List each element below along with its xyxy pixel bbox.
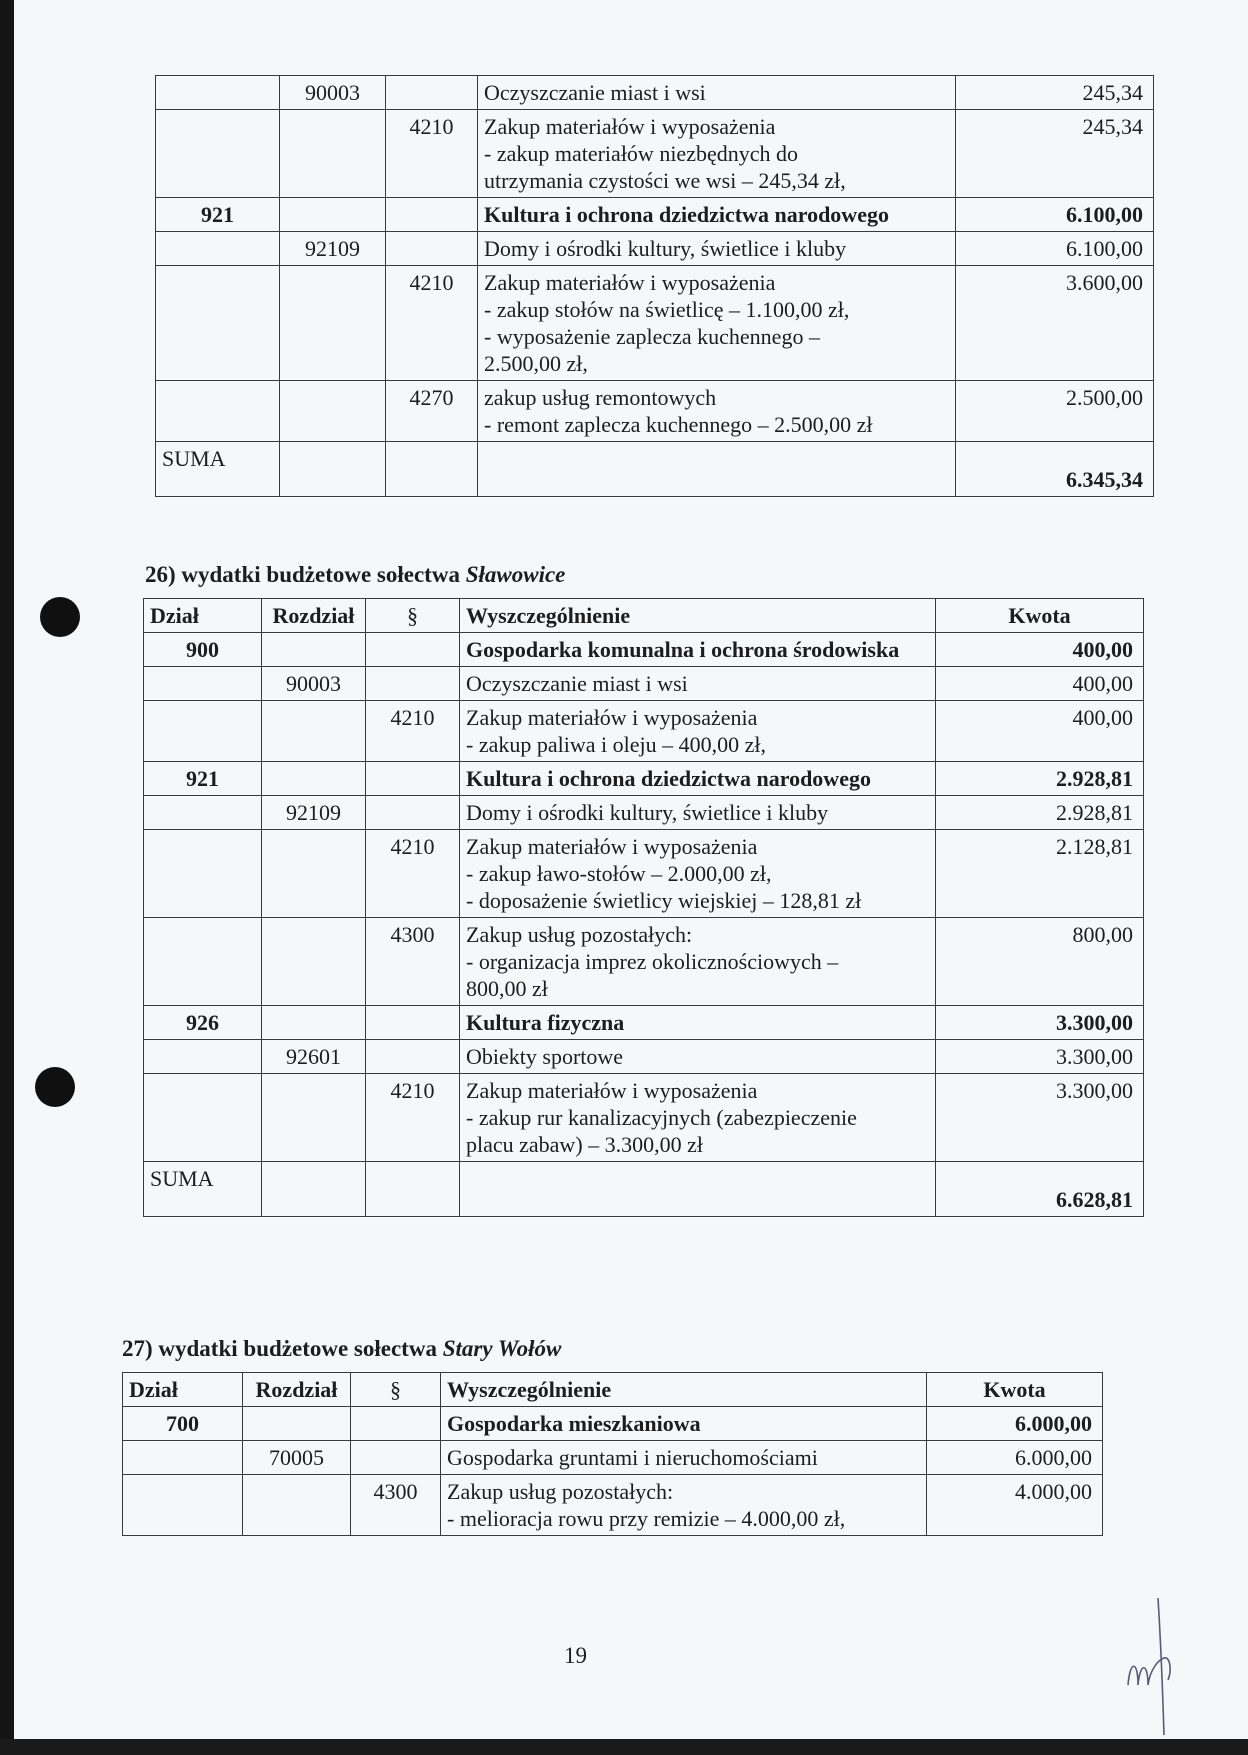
table-row [144, 796, 1144, 830]
header-paragraf: § [366, 599, 460, 633]
table-row [123, 1475, 1103, 1536]
cell-paragraf: 4210 [386, 110, 478, 198]
desc-line: Zakup materiałów i wyposażenia [484, 114, 776, 139]
header-paragraf: § [351, 1373, 441, 1407]
header-dzial: Dział [123, 1373, 243, 1407]
cell-wyszczegolnienie [441, 1441, 927, 1475]
table-row [144, 830, 1144, 918]
cell-dzial: 900 [144, 633, 262, 667]
table-26-header-row [144, 599, 1144, 633]
cell-kwota: 2.928,81 [936, 796, 1144, 830]
table-row [156, 76, 1154, 110]
cell-kwota: 2.128,81 [936, 830, 1144, 918]
desc-line: - zakup stołów na świetlicę – 1.100,00 zł, [484, 297, 850, 322]
table-row [156, 110, 1154, 198]
cell-paragraf: 4210 [366, 701, 460, 762]
desc-line: - doposażenie świetlicy wiejskiej – 128,81 zł [466, 888, 862, 913]
cell-rozdzial [262, 1006, 366, 1040]
desc-line: utrzymania czystości we wsi – 245,34 zł, [484, 168, 846, 193]
cell-paragraf [351, 1407, 441, 1441]
header-dzial: Dział [144, 599, 262, 633]
cell-paragraf [351, 1441, 441, 1475]
desc-line: Zakup materiałów i wyposażenia [466, 1078, 758, 1103]
cell-kwota: 6.100,00 [956, 232, 1154, 266]
cell-rozdzial [280, 381, 386, 442]
desc-line: Gospodarka gruntami i nieruchomościami [447, 1445, 818, 1470]
header-kwota: Kwota [936, 599, 1144, 633]
desc-line: Kultura fizyczna [466, 1010, 625, 1035]
cell-kwota: 2.500,00 [956, 381, 1154, 442]
cell-kwota: 6.100,00 [956, 198, 1154, 232]
table-26-block [143, 598, 1144, 1217]
table-row [144, 1074, 1144, 1162]
cell-kwota: 6.000,00 [927, 1407, 1103, 1441]
desc-line: Domy i ośrodki kultury, świetlice i kluby [484, 236, 847, 261]
table-row [144, 667, 1144, 701]
desc-line: Gospodarka komunalna i ochrona środowiska [466, 637, 900, 662]
cell-kwota: 4.000,00 [927, 1475, 1103, 1536]
desc-line: zakup usług remontowych [484, 385, 717, 410]
header-wyszczegolnienie: Wyszczególnienie [460, 599, 936, 633]
cell-empty [366, 1162, 460, 1217]
desc-line: - wyposażenie zaplecza kuchennego – [484, 324, 820, 349]
cell-dzial [156, 381, 280, 442]
cell-kwota: 3.300,00 [936, 1006, 1144, 1040]
cell-rozdzial [280, 198, 386, 232]
cell-dzial [144, 1074, 262, 1162]
cell-wyszczegolnienie [478, 266, 956, 381]
cell-wyszczegolnienie [460, 918, 936, 1006]
cell-rozdzial: 92601 [262, 1040, 366, 1074]
cell-dzial: 700 [123, 1407, 243, 1441]
suma-row [156, 442, 1154, 497]
cell-kwota: 245,34 [956, 110, 1154, 198]
cell-dzial [144, 701, 262, 762]
cell-paragraf [366, 762, 460, 796]
desc-line: Oczyszczanie miast i wsi [484, 80, 706, 105]
scan-left-edge [0, 0, 14, 1755]
header-rozdzial: Rozdział [243, 1373, 351, 1407]
cell-dzial: 921 [144, 762, 262, 796]
table-top [155, 75, 1154, 497]
cell-paragraf [386, 232, 478, 266]
header-wyszczegolnienie: Wyszczególnienie [441, 1373, 927, 1407]
table-row [144, 918, 1144, 1006]
desc-line: Kultura i ochrona dziedzictwa narodowego [484, 202, 889, 227]
table-27 [122, 1372, 1103, 1536]
cell-paragraf [386, 76, 478, 110]
table-row [123, 1407, 1103, 1441]
desc-line: - remont zaplecza kuchennego – 2.500,00 zł [484, 412, 873, 437]
table-row [123, 1441, 1103, 1475]
table-row [144, 1006, 1144, 1040]
cell-wyszczegolnienie [441, 1475, 927, 1536]
desc-line: - zakup ławo-stołów – 2.000,00 zł, [466, 861, 772, 886]
cell-wyszczegolnienie [460, 1040, 936, 1074]
cell-wyszczegolnienie [460, 796, 936, 830]
desc-line: Domy i ośrodki kultury, świetlice i kluby [466, 800, 829, 825]
cell-dzial: 926 [144, 1006, 262, 1040]
cell-rozdzial: 92109 [262, 796, 366, 830]
cell-kwota: 3.300,00 [936, 1074, 1144, 1162]
cell-paragraf: 4210 [386, 266, 478, 381]
suma-row [144, 1162, 1144, 1217]
cell-rozdzial: 92109 [280, 232, 386, 266]
cell-kwota: 245,34 [956, 76, 1154, 110]
cell-rozdzial: 70005 [243, 1441, 351, 1475]
cell-wyszczegolnienie [460, 667, 936, 701]
table-top-block [155, 75, 1154, 497]
table-row [156, 232, 1154, 266]
cell-paragraf [366, 667, 460, 701]
scan-bottom-edge [0, 1739, 1248, 1755]
cell-rozdzial: 90003 [280, 76, 386, 110]
cell-empty [262, 1162, 366, 1217]
cell-kwota: 3.600,00 [956, 266, 1154, 381]
desc-line: Zakup usług pozostałych: [447, 1479, 674, 1504]
cell-paragraf: 4210 [366, 830, 460, 918]
cell-rozdzial [262, 830, 366, 918]
cell-rozdzial [262, 918, 366, 1006]
cell-kwota: 6.000,00 [927, 1441, 1103, 1475]
cell-kwota: 3.300,00 [936, 1040, 1144, 1074]
cell-dzial [123, 1441, 243, 1475]
table-row [156, 266, 1154, 381]
cell-dzial [156, 266, 280, 381]
desc-line: Zakup materiałów i wyposażenia [484, 270, 776, 295]
cell-wyszczegolnienie [460, 1074, 936, 1162]
table-27-header-row [123, 1373, 1103, 1407]
cell-empty [386, 442, 478, 497]
desc-line: Zakup usług pozostałych: [466, 922, 693, 947]
desc-line: - zakup paliwa i oleju – 400,00 zł, [466, 732, 766, 757]
desc-line: Kultura i ochrona dziedzictwa narodowego [466, 766, 871, 791]
cell-wyszczegolnienie [478, 232, 956, 266]
header-kwota: Kwota [927, 1373, 1103, 1407]
cell-rozdzial [262, 701, 366, 762]
suma-label: SUMA [156, 442, 280, 497]
cell-kwota: 400,00 [936, 633, 1144, 667]
heading-section-27 [122, 1336, 561, 1362]
cell-wyszczegolnienie [478, 110, 956, 198]
cell-paragraf [366, 1040, 460, 1074]
table-row [144, 633, 1144, 667]
heading-27-prefix: 27) wydatki budżetowe sołectwa [122, 1336, 443, 1361]
cell-dzial [144, 1040, 262, 1074]
table-row [144, 701, 1144, 762]
cell-paragraf [366, 633, 460, 667]
punch-hole-top [40, 597, 80, 637]
desc-line: Oczyszczanie miast i wsi [466, 671, 688, 696]
cell-rozdzial [262, 1074, 366, 1162]
table-row [156, 198, 1154, 232]
desc-line: - zakup rur kanalizacyjnych (zabezpieczenie [466, 1105, 857, 1130]
cell-paragraf: 4210 [366, 1074, 460, 1162]
cell-kwota: 400,00 [936, 667, 1144, 701]
table-row [144, 762, 1144, 796]
cell-paragraf [386, 198, 478, 232]
cell-wyszczegolnienie [478, 198, 956, 232]
cell-wyszczegolnienie [460, 830, 936, 918]
cell-kwota: 2.928,81 [936, 762, 1144, 796]
cell-dzial [156, 232, 280, 266]
header-rozdzial: Rozdział [262, 599, 366, 633]
cell-paragraf: 4270 [386, 381, 478, 442]
desc-line: 800,00 zł [466, 976, 548, 1001]
cell-empty [478, 442, 956, 497]
desc-line: placu zabaw) – 3.300,00 zł [466, 1132, 704, 1157]
cell-dzial [156, 110, 280, 198]
cell-paragraf [366, 1006, 460, 1040]
cell-kwota: 800,00 [936, 918, 1144, 1006]
table-27-block [122, 1372, 1103, 1536]
cell-dzial [156, 76, 280, 110]
cell-wyszczegolnienie [460, 701, 936, 762]
desc-line: Zakup materiałów i wyposażenia [466, 834, 758, 859]
desc-line: - zakup materiałów niezbędnych do [484, 141, 798, 166]
desc-line: 2.500,00 zł, [484, 351, 588, 376]
table-26 [143, 598, 1144, 1217]
cell-dzial [144, 830, 262, 918]
cell-rozdzial [280, 110, 386, 198]
desc-line: Obiekty sportowe [466, 1044, 624, 1069]
suma-value: 6.628,81 [936, 1162, 1144, 1217]
heading-section-26 [145, 562, 565, 588]
cell-paragraf: 4300 [351, 1475, 441, 1536]
cell-rozdzial [262, 762, 366, 796]
cell-kwota: 400,00 [936, 701, 1144, 762]
table-row [156, 381, 1154, 442]
heading-26-prefix: 26) wydatki budżetowe sołectwa [145, 562, 466, 587]
signature-initials [1120, 1590, 1190, 1740]
cell-wyszczegolnienie [460, 1006, 936, 1040]
cell-empty [460, 1162, 936, 1217]
desc-line: - organizacja imprez okolicznościowych – [466, 949, 839, 974]
cell-paragraf: 4300 [366, 918, 460, 1006]
desc-line: Gospodarka mieszkaniowa [447, 1411, 701, 1436]
cell-wyszczegolnienie [441, 1407, 927, 1441]
cell-dzial [144, 667, 262, 701]
suma-value: 6.345,34 [956, 442, 1154, 497]
heading-26-name: Sławowice [465, 562, 566, 587]
desc-line: Zakup materiałów i wyposażenia [466, 705, 758, 730]
cell-wyszczegolnienie [478, 381, 956, 442]
cell-paragraf [366, 796, 460, 830]
cell-rozdzial [280, 266, 386, 381]
cell-rozdzial: 90003 [262, 667, 366, 701]
desc-line: - melioracja rowu przy remizie – 4.000,00 zł, [447, 1506, 846, 1531]
table-row [144, 1040, 1144, 1074]
cell-wyszczegolnienie [460, 762, 936, 796]
cell-rozdzial [243, 1407, 351, 1441]
cell-rozdzial [262, 633, 366, 667]
suma-label: SUMA [144, 1162, 262, 1217]
cell-wyszczegolnienie [478, 76, 956, 110]
cell-wyszczegolnienie [460, 633, 936, 667]
cell-dzial: 921 [156, 198, 280, 232]
cell-dzial [144, 796, 262, 830]
cell-dzial [123, 1475, 243, 1536]
page-number: 19 [564, 1643, 587, 1668]
heading-27-name: Stary Wołów [442, 1336, 562, 1361]
cell-empty [280, 442, 386, 497]
cell-dzial [144, 918, 262, 1006]
cell-rozdzial [243, 1475, 351, 1536]
punch-hole-bottom [35, 1067, 75, 1107]
